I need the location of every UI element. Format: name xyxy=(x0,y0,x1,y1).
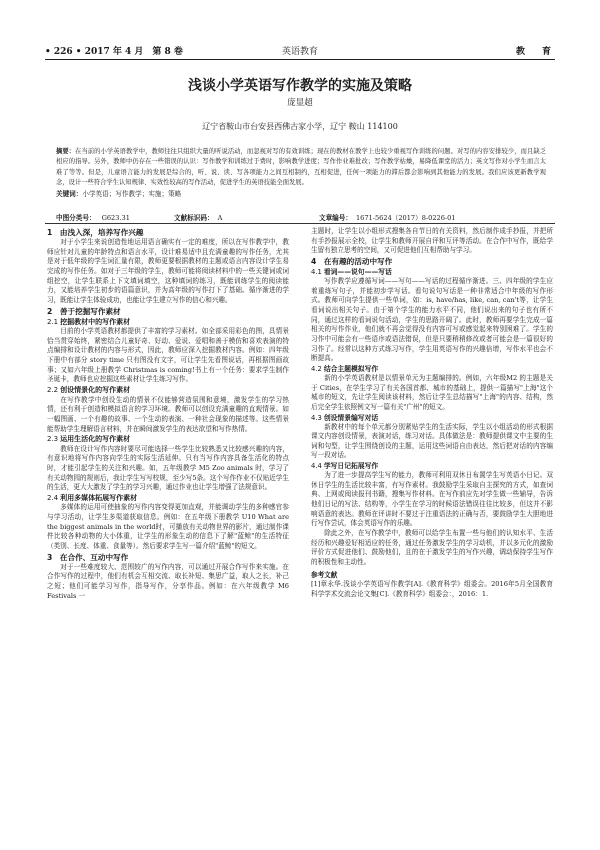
article-number-label: 文章编号： xyxy=(319,214,352,222)
section-2-1-title: 挖掘教材中的写作素材 xyxy=(60,317,131,326)
header-rule xyxy=(45,59,555,60)
clc-value: G623.31 xyxy=(101,214,130,222)
section-4-3-title: 创设情景编写对话 xyxy=(323,413,379,422)
abstract-label: 摘要： xyxy=(56,148,76,155)
section-2-2-number: 2.2 xyxy=(47,386,59,395)
section-4-4-title: 学写日记拓展写作 xyxy=(323,462,379,471)
section-2-3-number: 2.3 xyxy=(47,435,59,444)
section-2-4-title: 利用多媒体拓展写作素材 xyxy=(60,493,138,502)
section-2-2-heading xyxy=(47,385,289,396)
section-4-3-number: 4.3 xyxy=(311,413,322,422)
section-2-3-paragraph: 教师在设计写作内容时要尽可能选择一些学生比较熟悉又比较感兴趣的内容，有意识地将写作内容向学生的实际生活延伸。只有当写作内容具备生活化的特点时，才能引起学生的关注和兴趣。如，五年级教学 M5 Zoo animals 时，学习了有关动物园的规则后，我让学生写写校规，至少写5条。这个写作作业不仅贴近学生的生活，更大大激发了学生的学习兴趣，通过作业也让学生增强了法规意识。 xyxy=(47,444,289,492)
references-heading: 参考文献 xyxy=(311,570,338,579)
section-3-heading: 3 在合作、互动中写作 xyxy=(47,552,129,562)
section-4-1-title: 看词——说句——写话 xyxy=(323,267,392,276)
article-number-value: 1671-5624（2017）8-0226-01 xyxy=(355,214,456,222)
section-2-4-number: 2.4 xyxy=(47,493,59,502)
header-section: 教 育 xyxy=(515,47,555,57)
section-1-paragraph: 对于小学生来说创造性地运用语言确实有一定的难度，所以在写作教学中，教师应针对儿童的年龄特点和语言水平，设计难易适中且充满童趣的写作任务，尤其是对于低年级的学生词汇量有限，教师更要根据教材的主题或语言内容设计学生易完成的写作任务。如对于三年级的学生，教师可能将阅读材料中的一些关键词或词组挖空，让学生联系上下文填词填空，这种填词的练习，既能训练学生的阅读能力，又能培养学生初步的语篇意识，并为高年级的写作打下了基础。循序渐进的学习，既能让学生体验成功，也能让学生建立写作的信心和兴趣。 xyxy=(47,238,289,304)
classification-row xyxy=(56,212,546,222)
section-2-1-heading xyxy=(47,317,289,328)
section-1-heading: 1 由浅入深，培养写作兴趣 xyxy=(47,228,144,237)
clc-field xyxy=(56,212,130,222)
section-2-2-paragraph: 在写作教学中创设生动的情景不仅能够营造氛围和意境，激发学生的学习热情，还有利于创造和模拟语言的学习环境。教师可以创设充满童趣的直观情景。如一幅图画、一个有趣的故事、一个生动的表演、一种社会现象的描述等。这些情景能帮助学生理解语言材料，并在瞬间激发学生的表达欲望和写作热情。 xyxy=(47,395,289,433)
section-4-2-paragraph: 新的小学英语教材是以情景单元为主题编排的。例如，六年级M2 的主题是关于 Cities，在学生学习了有关各国首都、城市的基础上，提供一篇描写"上海"这个城市的短文，先让学生阅读该材料，然后让学生总结描写"上海"的内容、结构，然后完全学生依照例文写一篇有关"广州"的短文。 xyxy=(311,373,553,411)
closing-paragraph: 除此之外，在写作教学中，教师可以给学生布置一些与他们的认知水平、生活经历和兴趣爱好相适应的任务，通过任务激发学生的学习动机，并以多元化的激励评价方式促进他们、鼓励他们，且的在于激发学生的写作兴趣，调动保持学生写作的积极性和主动性。 xyxy=(311,529,553,567)
doc-code-value: A xyxy=(217,214,223,222)
section-2-heading: 2 善于挖掘写作素材 xyxy=(47,306,121,316)
running-header xyxy=(45,44,555,60)
section-4-4-heading xyxy=(311,461,553,471)
section-4-4-paragraph: 为了进一步提高学生写的能力，教师可利用双休日布置学生写英语小日记。双休日学生的生活比较丰富，有写作素材。我鼓励学生采取自主探究的方式，如查词典、上网或阅读报刊书籍，搜集写作材料。在写作前应先对学生做一些辅导，告诉他们日记的写法、结构等，小学生在学习的时候语法错误往往比较多，但这并不影响语意的表达。教师在评讲时不要过于注重语法的正确与否，要鼓励学生大胆地进行写作尝试，体会英语写作的乐趣。 xyxy=(311,471,553,528)
header-issue-info: • 226 • 2017 年 4 月 第 8 卷 xyxy=(45,47,183,57)
doc-code-label: 文献标识码： xyxy=(174,214,214,222)
article-title: 浅谈小学英语写作教学的实施及策略 xyxy=(188,78,412,94)
doc-code-field xyxy=(174,212,222,222)
abstract-block xyxy=(56,147,546,199)
section-4-3-paragraph: 新教材中的每个单元都分别紧贴学生的生活实际，学生以小组活动的形式根据课文内容创设情景，表演对话，练习对话。具体做法是：教师提供课文中主要的生词和句型，让学生围绕创设的主题，运用这些词语自由表达，然后把对话的内容编写一段对话。 xyxy=(311,422,553,460)
section-2-4-paragraph: 多媒体的运用可使抽象的写作内容变得更加直观，并能调动学生的多种感官参与学习活动，让学生多渠道获取信息。例如：在五年级下册教学 U10 What are the biggest animals in the world时，可播放有关动物世界的影片，通过制作课件比较各种动物的大小体重，让学生的形象生动的信息下了解"蓝鲸"的生活特征（类别、长度、体重、食量等）。然后要求学生写一篇介绍"蓝鲸"的短文。 xyxy=(47,503,289,551)
section-2-3-heading xyxy=(47,434,289,445)
section-4-2-heading xyxy=(311,364,553,374)
section-2-1-number: 2.1 xyxy=(47,317,59,326)
section-4-1-heading xyxy=(311,267,553,277)
section-4-2-number: 4.2 xyxy=(311,364,322,373)
section-2-2-title: 创设情景化的写作素材 xyxy=(60,386,131,395)
abstract-text: 在当前的小学英语教学中，教师往往只组织大量的听说活动，而忽视对写的有效训练；现在的教材在教学上也较少重视写作训练的问题。对写的内容安排较少，而且缺乏相应的指导。另外，教师中仍存在一些错误的认识：写作教学和训练过于费时，影响教学进度；写作作业难批改；写作教学枯燥，易降低课堂的活力；英文写作对小学生而言太难了等等。但是，儿童语言能力的发展是综合的，听、说、读、写各项能力之间互相制约，互相促进，任何一项能力的滞后都会影响到其他能力的发展。我们应该更新教学观念，设计一些符合学生认知规律、实效性较高的写作活动，促进学生的英语技能全面发展。 xyxy=(56,148,547,187)
article-author: 庞显超 xyxy=(287,98,313,108)
section-4-heading: 4 在有趣的活动中写作 xyxy=(311,256,393,266)
keywords-label: 关键词： xyxy=(56,189,83,198)
section-2-4-heading xyxy=(47,493,289,504)
reference-item: [1]章永华.浅谈小学英语写作教学[A].《教育科学》组委会。2016年5月全国教育科学学术交流会论文集[C].《教育科学》组委会：，2016：1. xyxy=(311,580,553,598)
right-column xyxy=(311,227,553,600)
section-4-2-title: 结合主题模拟写作 xyxy=(323,364,379,373)
left-column xyxy=(47,227,289,601)
section-2-3-title: 运用生活化的写作素材 xyxy=(60,435,131,444)
meta-rule xyxy=(45,223,555,224)
section-4-1-number: 4.1 xyxy=(311,267,322,276)
header-journal-name: 英语教育 xyxy=(281,47,318,57)
article-number-field xyxy=(319,212,456,222)
section-4-4-number: 4.4 xyxy=(311,462,322,471)
clc-label: 中图分类号： xyxy=(56,214,96,222)
section-4-1-paragraph: 写作教学应遵循写词——写句——写话的过程循序渐进。三、四年级的学生应着重练写句子，并能初步学写话。看句说句写话是一种非常适合中年级的写作形式。教师可向学生提供一些单词，如：is, have/has, like, can, can't等，让学生看词说出相关句子。由于第个学生的能力水平不同，他们说出来的句子也有所不同，通过这样的看词说句活动，学生的思路开阔了。此时，教师再要学生完成一篇相关的写作作业，他们就不再会觉得没有内容可写或感觉起来特别困难了。学生的习作中可能会有一些语序或语法错误，但是只要稍稍修改或者可能会是一篇很好的习作了。经常以这种方式练习写作，学生用英语写作的兴趣倍增，写作水平也会不断提高。 xyxy=(311,276,553,363)
keywords xyxy=(56,189,546,199)
section-4-3-heading xyxy=(311,413,553,423)
author-affiliation: 辽宁省鞍山市台安县西佛古家小学，辽宁 鞍山 114100 xyxy=(202,122,398,131)
continued-paragraph: 主题时，让学生以小组形式搜集各自节日的有关资料，然后制作成手抄报，并把所有手抄报展示全校，让学生和教师开展自评和互评等活动。在合作中写作，既给学生留有独立思考的空间，又可促进他们互相帮助与学习。 xyxy=(311,227,553,255)
abstract xyxy=(56,147,546,189)
keywords-text: 小学英语；写作教学；实施；策略 xyxy=(82,189,182,198)
section-2-1-paragraph: 目前的小学英语教材都提供了丰富的学习素材。如全部采用彩色的图，具情景恰当贯穿始终，紧密结合儿童好奇、好动、爱说、爱唱和善于模仿和喜欢表演的特点编排和设计教材的内容与形式，因此，教师应深入挖掘教材内容。例如：四年级下册中有部分 story time 只有图没有文字，可让学生先看图说话，再根据图画故事；又如六年级上册教学 Christmas is coming!书上有一个任务：要求学生制作圣诞卡，教师也应挖掘这些素材让学生练习写作。 xyxy=(47,327,289,384)
section-3-paragraph: 对于一些难度较大、范围较广的写作内容，可以通过开展合作写作来实施。在合作写作的过程中，他们有机会互相交流、取长补短、集思广益，取人之长，补己之短；他们可能学习写作，指导写作，分享作品。例如：在六年级教学 M6 Festivals 一 xyxy=(47,562,289,600)
